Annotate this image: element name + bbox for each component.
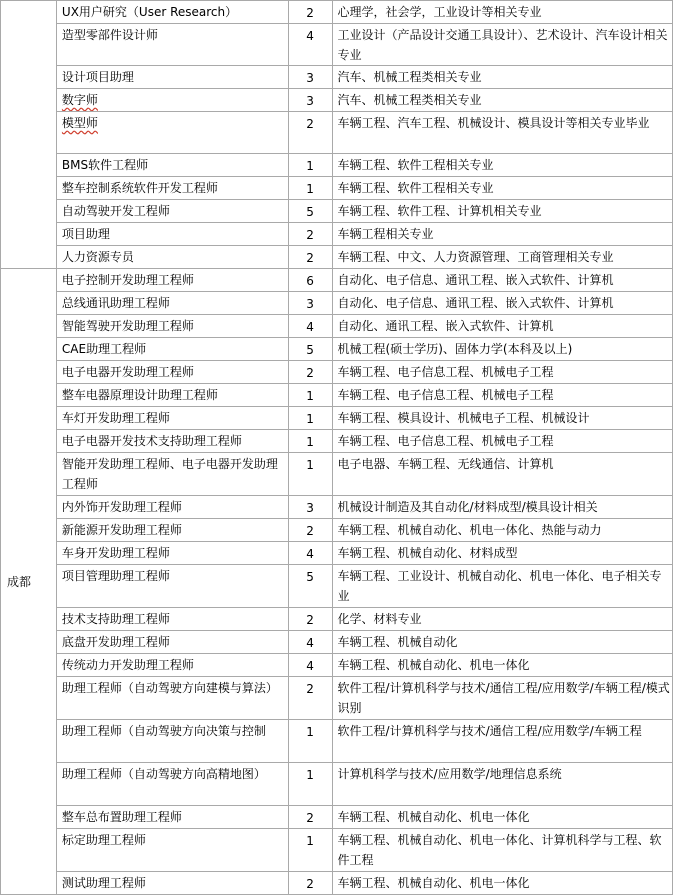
position-cell [56, 154, 288, 177]
position-text: 电子控制开发助理工程师 [61, 273, 194, 287]
major-cell: 车辆工程、模具设计、机械电子工程、机械设计 [332, 407, 672, 430]
count-cell: 5 [288, 200, 332, 223]
table-row [1, 763, 673, 806]
position-cell [56, 631, 288, 654]
table-row [1, 89, 673, 112]
position-cell [56, 66, 288, 89]
table-row [1, 292, 673, 315]
table-row [1, 430, 673, 453]
table-row [1, 154, 673, 177]
position-cell [56, 654, 288, 677]
major-cell: 自动化、电子信息、通讯工程、嵌入式软件、计算机 [332, 269, 672, 292]
position-cell [56, 384, 288, 407]
major-cell: 车辆工程、汽车工程、机械设计、模具设计等相关专业毕业 [332, 112, 672, 154]
count-cell: 1 [288, 453, 332, 496]
count-cell: 2 [288, 872, 332, 895]
position-text: 测试助理工程师 [61, 876, 146, 890]
position-cell [56, 519, 288, 542]
position-text: 助理工程师（自动驾驶方向高精地图） [61, 767, 266, 781]
count-cell: 1 [288, 430, 332, 453]
count-cell: 2 [288, 223, 332, 246]
position-text: 底盘开发助理工程师 [61, 635, 170, 649]
position-text: 智能驾驶开发助理工程师 [61, 319, 194, 333]
table-row [1, 565, 673, 608]
major-cell: 车辆工程、机械自动化、机电一体化、计算机科学与工程、软件工程 [332, 829, 672, 872]
position-cell [56, 24, 288, 66]
city-cell-blank [1, 1, 57, 269]
table-row [1, 269, 673, 292]
position-text: 人力资源专员 [61, 250, 134, 264]
count-cell: 3 [288, 89, 332, 112]
count-cell: 4 [288, 654, 332, 677]
position-text: 助理工程师（自动驾驶方向决策与控制 [61, 724, 266, 738]
major-cell: 工业设计（产品设计交通工具设计）、艺术设计、汽车设计相关专业 [332, 24, 672, 66]
count-cell: 2 [288, 677, 332, 720]
count-cell: 1 [288, 407, 332, 430]
major-cell: 车辆工程、机械自动化、机电一体化、热能与动力 [332, 519, 672, 542]
position-text: 电子电器开发技术支持助理工程师 [61, 434, 242, 448]
count-cell: 4 [288, 24, 332, 66]
table-row [1, 338, 673, 361]
table-row [1, 608, 673, 631]
count-cell: 2 [288, 519, 332, 542]
position-cell [56, 806, 288, 829]
position-cell [56, 496, 288, 519]
position-text: 自动驾驶开发工程师 [61, 204, 170, 218]
major-cell: 车辆工程相关专业 [332, 223, 672, 246]
table-row [1, 112, 673, 154]
count-cell: 4 [288, 315, 332, 338]
count-cell: 2 [288, 246, 332, 269]
table-row [1, 806, 673, 829]
major-cell: 车辆工程、机械自动化、机电一体化 [332, 654, 672, 677]
major-cell: 汽车、机械工程类相关专业 [332, 66, 672, 89]
table-row [1, 453, 673, 496]
table-row [1, 720, 673, 763]
position-cell [56, 542, 288, 565]
position-cell [56, 407, 288, 430]
count-cell: 2 [288, 112, 332, 154]
table-row [1, 519, 673, 542]
table-row [1, 542, 673, 565]
position-cell [56, 872, 288, 895]
position-cell [56, 177, 288, 200]
major-cell: 软件工程/计算机科学与技术/通信工程/应用数学/车辆工程 [332, 720, 672, 763]
position-cell [56, 315, 288, 338]
count-cell: 1 [288, 720, 332, 763]
position-cell [56, 246, 288, 269]
position-cell [56, 1, 288, 24]
position-cell [56, 763, 288, 806]
position-text: 设计项目助理 [61, 70, 134, 84]
major-cell: 车辆工程、机械自动化、机电一体化 [332, 806, 672, 829]
major-cell: 车辆工程、中文、人力资源管理、工商管理相关专业 [332, 246, 672, 269]
position-text: 传统动力开发助理工程师 [61, 658, 194, 672]
city-cell: 成都 [1, 269, 57, 895]
position-text: 数字师 [61, 93, 98, 107]
count-cell: 2 [288, 1, 332, 24]
major-cell: 自动化、电子信息、通讯工程、嵌入式软件、计算机 [332, 292, 672, 315]
table-row [1, 177, 673, 200]
position-text: 技术支持助理工程师 [61, 612, 170, 626]
position-cell [56, 223, 288, 246]
positions-table-body [1, 1, 673, 895]
position-cell [56, 200, 288, 223]
major-cell: 车辆工程、机械自动化、机电一体化 [332, 872, 672, 895]
major-cell: 车辆工程、电子信息工程、机械电子工程 [332, 384, 672, 407]
count-cell: 3 [288, 496, 332, 519]
position-text: 总线通讯助理工程师 [61, 296, 170, 310]
table-row [1, 407, 673, 430]
count-cell: 1 [288, 177, 332, 200]
count-cell: 3 [288, 66, 332, 89]
position-text: 整车电器原理设计助理工程师 [61, 388, 218, 402]
position-text: 电子电器开发助理工程师 [61, 365, 194, 379]
position-text: 新能源开发助理工程师 [61, 523, 182, 537]
position-cell [56, 292, 288, 315]
major-cell: 车辆工程、软件工程相关专业 [332, 177, 672, 200]
position-cell [56, 829, 288, 872]
table-row [1, 631, 673, 654]
position-text: UX用户研究（User Research） [61, 5, 238, 19]
table-row [1, 223, 673, 246]
position-text: 整车总布置助理工程师 [61, 810, 182, 824]
table-row [1, 200, 673, 223]
position-text: 车身开发助理工程师 [61, 546, 170, 560]
position-cell [56, 89, 288, 112]
major-cell: 车辆工程、机械自动化 [332, 631, 672, 654]
table-row [1, 654, 673, 677]
position-cell [56, 677, 288, 720]
position-text: 助理工程师（自动驾驶方向建模与算法） [61, 681, 278, 695]
major-cell: 心理学，社会学，工业设计等相关专业 [332, 1, 672, 24]
table-row [1, 872, 673, 895]
major-cell: 机械工程(硕士学历)、固体力学(本科及以上) [332, 338, 672, 361]
position-cell [56, 565, 288, 608]
count-cell: 6 [288, 269, 332, 292]
major-cell: 化学、材料专业 [332, 608, 672, 631]
count-cell: 3 [288, 292, 332, 315]
table-row [1, 677, 673, 720]
count-cell: 2 [288, 361, 332, 384]
major-cell: 自动化、通讯工程、嵌入式软件、计算机 [332, 315, 672, 338]
count-cell: 2 [288, 608, 332, 631]
position-text: 智能开发助理工程师、电子电器开发助理工程师 [61, 457, 278, 491]
major-cell: 车辆工程、软件工程、计算机相关专业 [332, 200, 672, 223]
major-cell: 电子电器、车辆工程、无线通信、计算机 [332, 453, 672, 496]
major-cell: 计算机科学与技术/应用数学/地理信息系统 [332, 763, 672, 806]
table-row [1, 384, 673, 407]
table-row [1, 1, 673, 24]
table-row [1, 361, 673, 384]
position-text: CAE助理工程师 [61, 342, 147, 356]
major-cell: 车辆工程、软件工程相关专业 [332, 154, 672, 177]
position-text: 造型零部件设计师 [61, 28, 158, 42]
position-text: 项目管理助理工程师 [61, 569, 170, 583]
table-row [1, 66, 673, 89]
major-cell: 车辆工程、电子信息工程、机械电子工程 [332, 361, 672, 384]
position-cell [56, 361, 288, 384]
count-cell: 1 [288, 154, 332, 177]
count-cell: 4 [288, 631, 332, 654]
table-row [1, 496, 673, 519]
position-cell [56, 112, 288, 154]
position-text: 内外饰开发助理工程师 [61, 500, 182, 514]
count-cell: 5 [288, 565, 332, 608]
major-cell: 车辆工程、机械自动化、材料成型 [332, 542, 672, 565]
table-row [1, 24, 673, 66]
position-cell [56, 453, 288, 496]
position-text: 模型师 [61, 116, 98, 130]
position-text: 车灯开发助理工程师 [61, 411, 170, 425]
table-row [1, 246, 673, 269]
count-cell: 2 [288, 806, 332, 829]
major-cell: 软件工程/计算机科学与技术/通信工程/应用数学/车辆工程/模式识别 [332, 677, 672, 720]
table-row [1, 829, 673, 872]
major-cell: 机械设计制造及其自动化/材料成型/模具设计相关 [332, 496, 672, 519]
major-cell: 车辆工程、工业设计、机械自动化、机电一体化、电子相关专业 [332, 565, 672, 608]
count-cell: 1 [288, 384, 332, 407]
position-cell [56, 430, 288, 453]
major-cell: 车辆工程、电子信息工程、机械电子工程 [332, 430, 672, 453]
position-cell [56, 608, 288, 631]
position-text: 标定助理工程师 [61, 833, 146, 847]
table-row [1, 315, 673, 338]
position-text: BMS软件工程师 [61, 158, 149, 172]
major-cell: 汽车、机械工程类相关专业 [332, 89, 672, 112]
position-text: 整车控制系统软件开发工程师 [61, 181, 218, 195]
count-cell: 1 [288, 763, 332, 806]
count-cell: 4 [288, 542, 332, 565]
position-cell [56, 338, 288, 361]
count-cell: 5 [288, 338, 332, 361]
count-cell: 1 [288, 829, 332, 872]
position-cell [56, 720, 288, 763]
position-text: 项目助理 [61, 227, 110, 241]
position-cell [56, 269, 288, 292]
